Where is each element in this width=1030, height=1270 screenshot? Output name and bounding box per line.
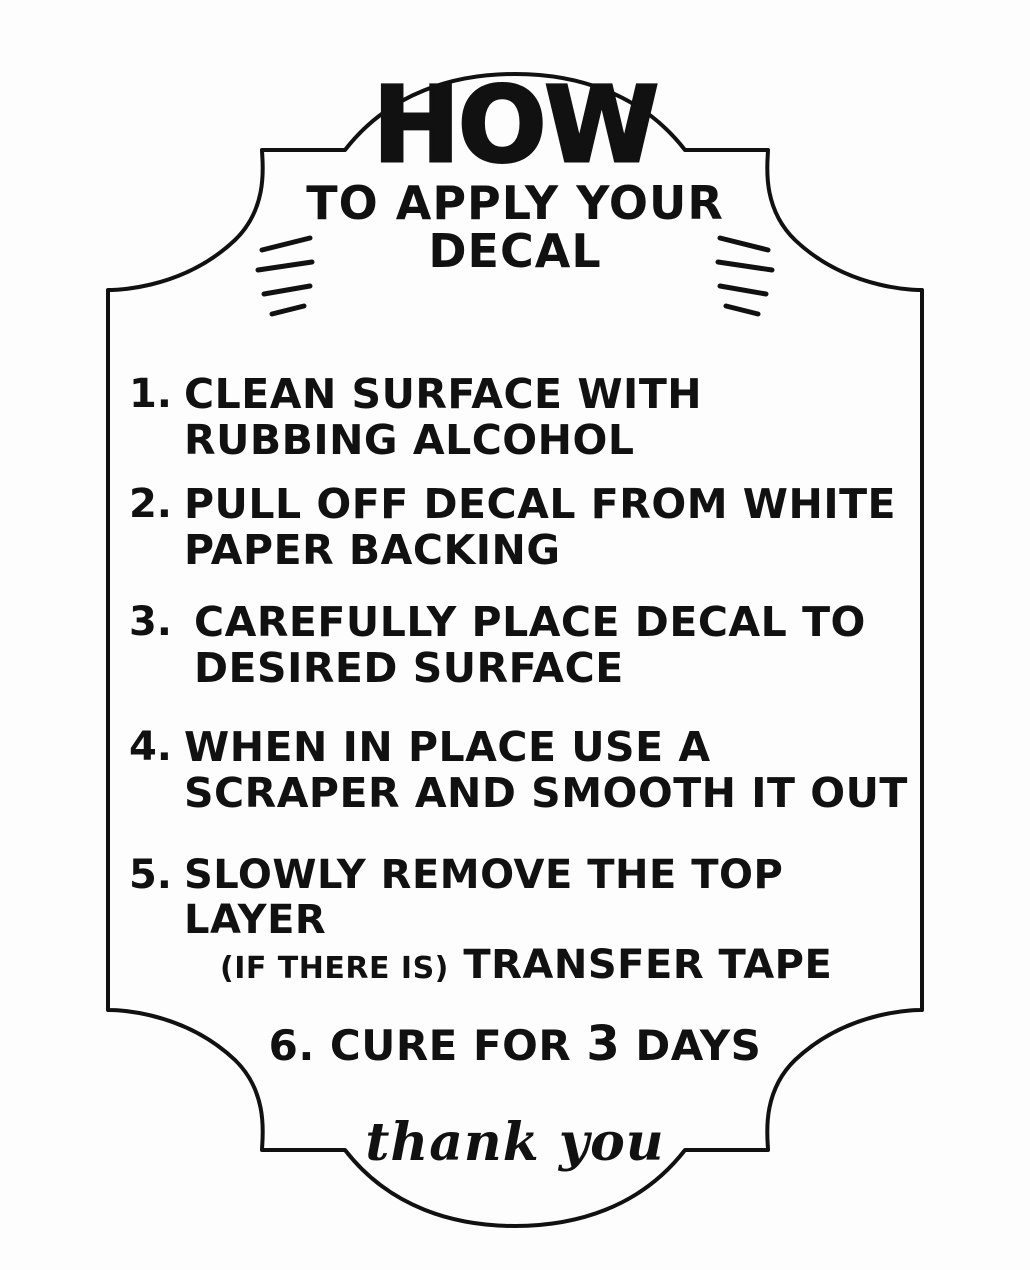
step-text-parenthetical: (IF THERE IS) [220,950,449,986]
subtitle-wrap [0,175,1030,278]
step-text: WHEN IN PLACE USE A SCRAPER AND SMOOTH IT OUT [184,723,908,818]
list-item [110,597,920,692]
sunburst-icon [712,232,782,318]
list-item [110,725,920,817]
step-text-line1: SLOWLY REMOVE THE TOP LAYER [184,852,784,944]
step-number: 5. [128,852,172,899]
step-number: 4. [128,724,172,771]
step-text: CLEAN SURFACE WITH RUBBING ALCOHOL [184,370,703,464]
step-text-count: 3 [586,1015,621,1072]
step-number: 1. [128,371,172,417]
page-title: HOW [372,64,658,186]
list-item [110,479,920,574]
step-text-line2 [184,942,832,988]
step-text: CAREFULLY PLACE DECAL TO DESIRED SURFACE [194,597,866,692]
step-text [184,853,920,987]
step-text-line2-rest: TRANSFER TAPE [463,941,833,988]
step-text: PULL OFF DECAL FROM WHITE PAPER BACKING [184,479,897,574]
step-text-prefix: CURE FOR [329,1020,572,1070]
thank-you-text: thank you [365,1112,665,1173]
step-number: 2. [128,480,172,527]
page-subtitle: TO APPLY YOUR DECAL [306,175,724,278]
sunburst-icon [248,232,318,318]
list-item [110,372,920,464]
instruction-list [110,372,920,1072]
step-text-suffix: DAYS [635,1020,762,1070]
header [0,64,1030,278]
step-number: 3. [128,598,172,645]
list-item [110,853,920,987]
step-number: 6. [268,1020,315,1070]
footer [0,1112,1030,1173]
list-item [110,1016,920,1072]
